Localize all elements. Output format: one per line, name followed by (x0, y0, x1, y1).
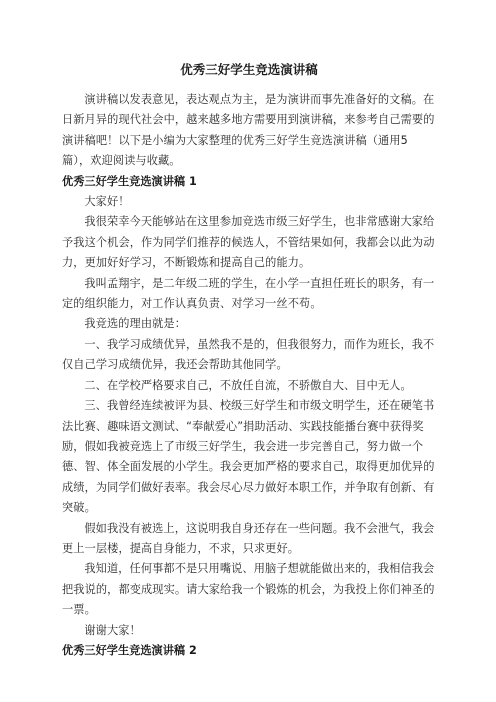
document-title: 优秀三好学生竞选演讲稿 (180, 62, 318, 77)
section-heading-1: 优秀三好学生竞选演讲稿 1 (62, 174, 197, 188)
intro-paragraph: 演讲稿以发表意见，表达观点为主，是为演讲而事先准备好的文稿。在日新月异的现代社会中，越来越多地方需要用到演讲稿，来参考自己需要的演讲稿吧！以下是小编为大家整理的优秀三好学生竞选演讲稿（通用5篇），欢迎阅读与收藏。 (62, 93, 435, 168)
paragraph: 一、我学习成绩优异，虽然我不是的，但我很努力，而作为班长，我不仅自己学习成绩优异，我还会帮助其他同学。 (62, 337, 435, 372)
paragraph: 我知道，任何事都不是只用嘴说、用脑子想就能做出来的，我相信我会把我说的，都变成现实。请大家给我一个锻炼的机会，为我投上你们神圣的一票。 (62, 562, 435, 617)
paragraph: 三、我曾经连续被评为县、校级三好学生和市级文明学生，还在硬笔书法比赛、趣味语文测试、“奉献爱心”捐助活动、实践技能播台赛中获得奖励，假如我被竞选上了市级三好学生，我会进一步完善自己，努力做一个德、智、体全面发展的小学生。我会更加严格的要求自己，取得更加优异的成绩，为同学们做好表率。我会尽心尽力做好本职工作，并争取有创新、有突破。 (62, 399, 435, 515)
section-heading-2: 优秀三好学生竞选演讲稿 2 (62, 643, 197, 657)
paragraph-greeting: 大家好！ (84, 195, 130, 209)
paragraph: 二、在学校严格要求自己，不放任自流，不骄傲自大、目中无人。 (84, 378, 412, 392)
paragraph-closing: 谢谢大家！ (84, 623, 141, 637)
paragraph: 假如我没有被选上，这说明我自身还存在一些问题。我不会泄气，我会更上一层楼，提高自身能力，不求，只求更好。 (62, 521, 435, 555)
paragraph: 我很荣幸今天能够站在这里参加竞选市级三好学生，也非常感谢大家给予我这个机会，作为同学们推荐的候选人，不管结果如何，我都会以此为动力，更加好好学习，不断锻炼和提高自己的能力。 (62, 215, 435, 270)
paragraph: 我叫孟翔宇，是二年级二班的学生，在小学一直担任班长的职务，有一定的组织能力，对工作认真负责、对学习一丝不苟。 (62, 276, 435, 311)
paragraph: 我竞选的理由就是： (84, 317, 186, 331)
